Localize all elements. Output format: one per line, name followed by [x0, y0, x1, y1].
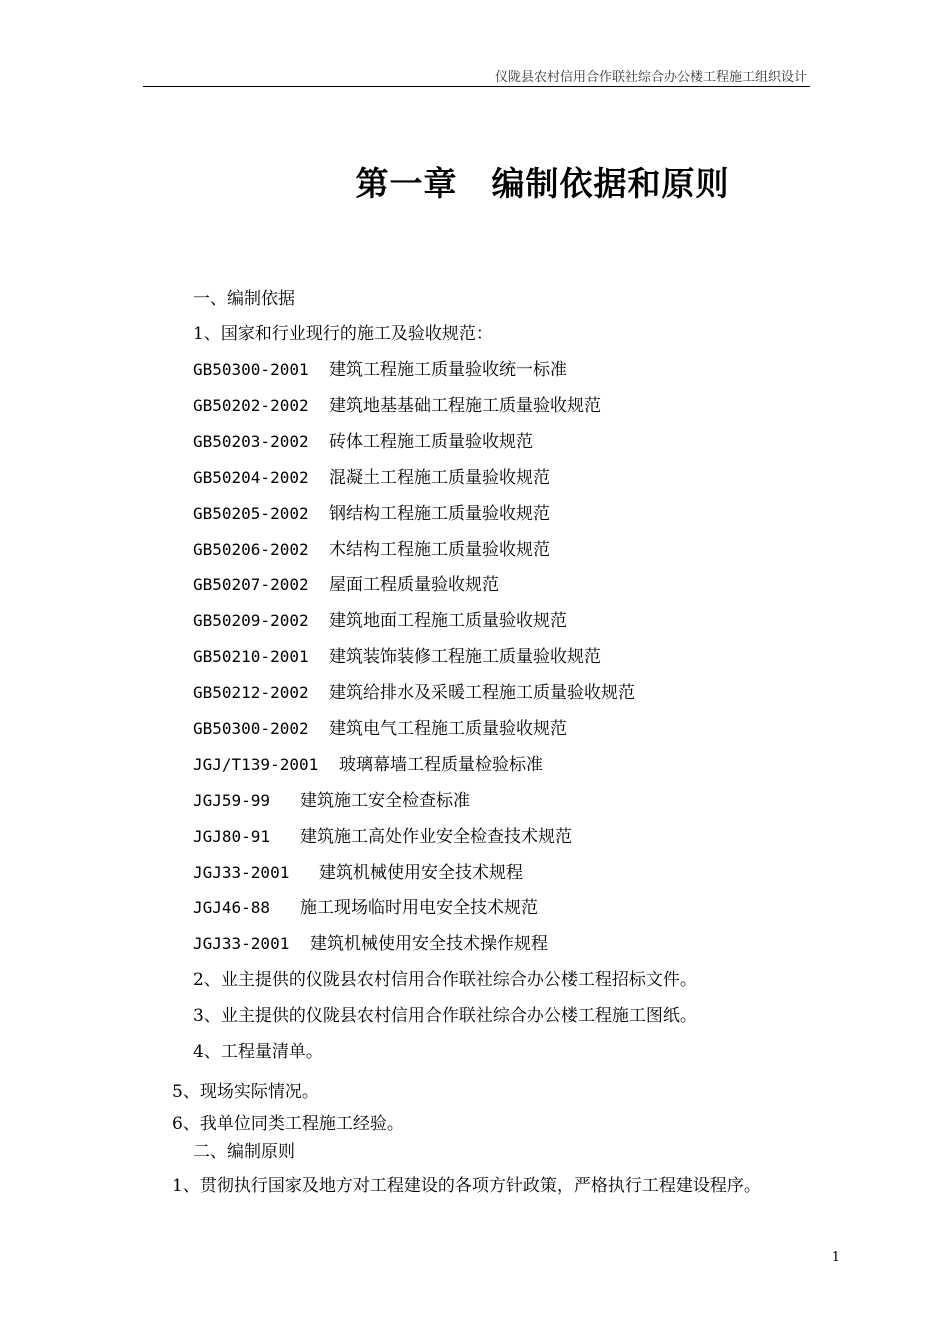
list-item: 2、业主提供的仪陇县农村信用合作联社综合办公楼工程招标文件。 — [193, 970, 697, 990]
list-item: 6、我单位同类工程施工经验。 — [172, 1114, 404, 1134]
standard-name: 钢结构工程施工质量验收规范 — [329, 504, 550, 524]
standard-code: GB50203-2002 — [193, 432, 309, 451]
standard-name: 施工现场临时用电安全技术规范 — [300, 898, 538, 918]
standard-name: 屋面工程质量验收规范 — [329, 575, 499, 595]
standard-row — [193, 682, 635, 704]
standard-name: 木结构工程施工质量验收规范 — [329, 540, 550, 560]
standard-row — [193, 933, 548, 955]
standard-name: 建筑装饰装修工程施工质量验收规范 — [329, 647, 601, 667]
standard-code: GB50210-2001 — [193, 647, 309, 666]
standard-code: JGJ80-91 — [193, 827, 271, 846]
standard-name: 建筑工程施工质量验收统一标准 — [329, 360, 567, 380]
standard-code: JGJ59-99 — [193, 791, 271, 810]
standard-name: 建筑地基基础工程施工质量验收规范 — [329, 396, 601, 416]
standard-name: 建筑机械使用安全技术操作规程 — [310, 934, 548, 954]
standard-code: GB50300-2002 — [193, 719, 309, 738]
section-heading-basis: 一、编制依据 — [193, 289, 295, 309]
standard-code: GB50209-2002 — [193, 611, 309, 630]
standard-name: 砖体工程施工质量验收规范 — [329, 432, 533, 452]
standard-name: 建筑施工安全检查标准 — [300, 791, 470, 811]
standard-row — [193, 395, 601, 417]
standard-row — [193, 897, 538, 919]
standard-row — [193, 610, 567, 632]
standard-row — [193, 862, 523, 884]
page-header: 仪陇县农村信用合作联社综合办公楼工程施工组织设计 — [494, 70, 807, 85]
page-number: 1 — [831, 1250, 840, 1265]
list-item: 5、现场实际情况。 — [172, 1082, 319, 1102]
chapter-title: 第一章 编制依据和原则 — [355, 164, 730, 203]
standard-name: 建筑施工高处作业安全检查技术规范 — [300, 827, 572, 847]
list-item: 1、国家和行业现行的施工及验收规范： — [193, 324, 493, 344]
standard-code: GB50202-2002 — [193, 396, 309, 415]
standard-code: JGJ33-2001 — [193, 934, 290, 953]
header-divider — [143, 86, 810, 87]
standard-code: JGJ33-2001 — [193, 863, 290, 882]
standard-code: GB50207-2002 — [193, 575, 309, 594]
standard-name: 建筑电气工程施工质量验收规范 — [329, 719, 567, 739]
standard-row — [193, 503, 550, 525]
standard-name: 混凝土工程施工质量验收规范 — [329, 468, 550, 488]
standard-row — [193, 754, 543, 776]
standard-row — [193, 431, 533, 453]
standard-row — [193, 718, 567, 740]
standard-code: GB50204-2002 — [193, 468, 309, 487]
standard-code: GB50206-2002 — [193, 540, 309, 559]
standard-code: GB50205-2002 — [193, 504, 309, 523]
standard-row — [193, 359, 567, 381]
standard-row — [193, 826, 572, 848]
list-item: 4、工程量清单。 — [193, 1042, 323, 1062]
standard-row — [193, 574, 499, 596]
standard-name: 建筑机械使用安全技术规程 — [319, 863, 523, 883]
list-item: 3、业主提供的仪陇县农村信用合作联社综合办公楼工程施工图纸。 — [193, 1006, 697, 1026]
standard-row — [193, 646, 601, 668]
standard-name: 玻璃幕墙工程质量检验标准 — [339, 755, 543, 775]
section-heading-principles: 二、编制原则 — [193, 1142, 295, 1162]
standard-code: JGJ/T139-2001 — [193, 755, 319, 774]
standard-row — [193, 467, 550, 489]
standard-code: GB50300-2001 — [193, 360, 309, 379]
list-item: 1、贯彻执行国家及地方对工程建设的各项方针政策，严格执行工程建设程序。 — [172, 1176, 761, 1196]
standard-name: 建筑给排水及采暖工程施工质量验收规范 — [329, 683, 635, 703]
standard-row — [193, 539, 550, 561]
standard-code: GB50212-2002 — [193, 683, 309, 702]
standard-row — [193, 790, 470, 812]
standard-name: 建筑地面工程施工质量验收规范 — [329, 611, 567, 631]
standard-code: JGJ46-88 — [193, 898, 271, 917]
